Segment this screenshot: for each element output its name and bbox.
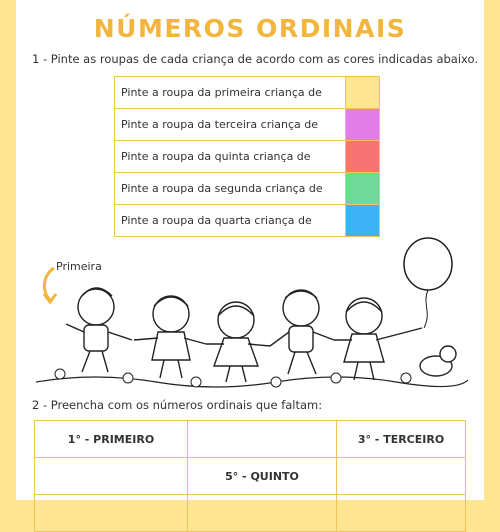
balloon-icon xyxy=(404,238,452,290)
table-cell: 3° - TERCEIRO xyxy=(337,421,466,458)
table-cell-blank[interactable] xyxy=(337,458,466,495)
table-cell-blank[interactable] xyxy=(188,495,337,532)
child-4 xyxy=(270,290,334,374)
child-2 xyxy=(134,296,206,378)
color-row-text: Pinte a roupa da terceira criança de xyxy=(115,109,346,141)
color-row xyxy=(115,77,380,109)
color-swatch-red[interactable] xyxy=(346,141,380,173)
ordinal-table xyxy=(34,420,466,532)
children-illustration xyxy=(36,232,468,392)
color-row-text: Pinte a roupa da quarta criança de xyxy=(115,205,346,237)
child-5 xyxy=(334,298,422,380)
table-row xyxy=(35,495,466,532)
table-cell-blank[interactable] xyxy=(337,495,466,532)
color-row-text: Pinte a roupa da segunda criança de xyxy=(115,173,346,205)
child-1 xyxy=(66,288,132,372)
table-cell-blank[interactable] xyxy=(35,458,188,495)
question-1: 1 - Pinte as roupas de cada criança de acordo com as cores indicadas abaixo. xyxy=(32,52,478,66)
color-row-text: Pinte a roupa da quinta criança de xyxy=(115,141,346,173)
table-cell-blank[interactable] xyxy=(188,421,337,458)
color-row xyxy=(115,173,380,205)
color-swatch-green[interactable] xyxy=(346,173,380,205)
color-swatch-yellow[interactable] xyxy=(346,77,380,109)
table-cell-blank[interactable] xyxy=(35,495,188,532)
table-row xyxy=(35,458,466,495)
child-3 xyxy=(206,302,270,382)
balloon-string xyxy=(424,290,428,328)
dog-icon xyxy=(420,346,456,376)
illustration-label: Primeira xyxy=(56,260,102,273)
color-row xyxy=(115,109,380,141)
color-row-text: Pinte a roupa da primeira criança de xyxy=(115,77,346,109)
worksheet xyxy=(16,0,484,500)
table-cell: 1° - PRIMEIRO xyxy=(35,421,188,458)
page-title: NÚMEROS ORDINAIS xyxy=(93,14,407,43)
table-cell: 5° - QUINTO xyxy=(188,458,337,495)
question-2: 2 - Preencha com os números ordinais que faltam: xyxy=(32,398,323,412)
table-row xyxy=(35,421,466,458)
color-row xyxy=(115,141,380,173)
color-instructions-table xyxy=(114,76,380,237)
color-swatch-purple[interactable] xyxy=(346,109,380,141)
